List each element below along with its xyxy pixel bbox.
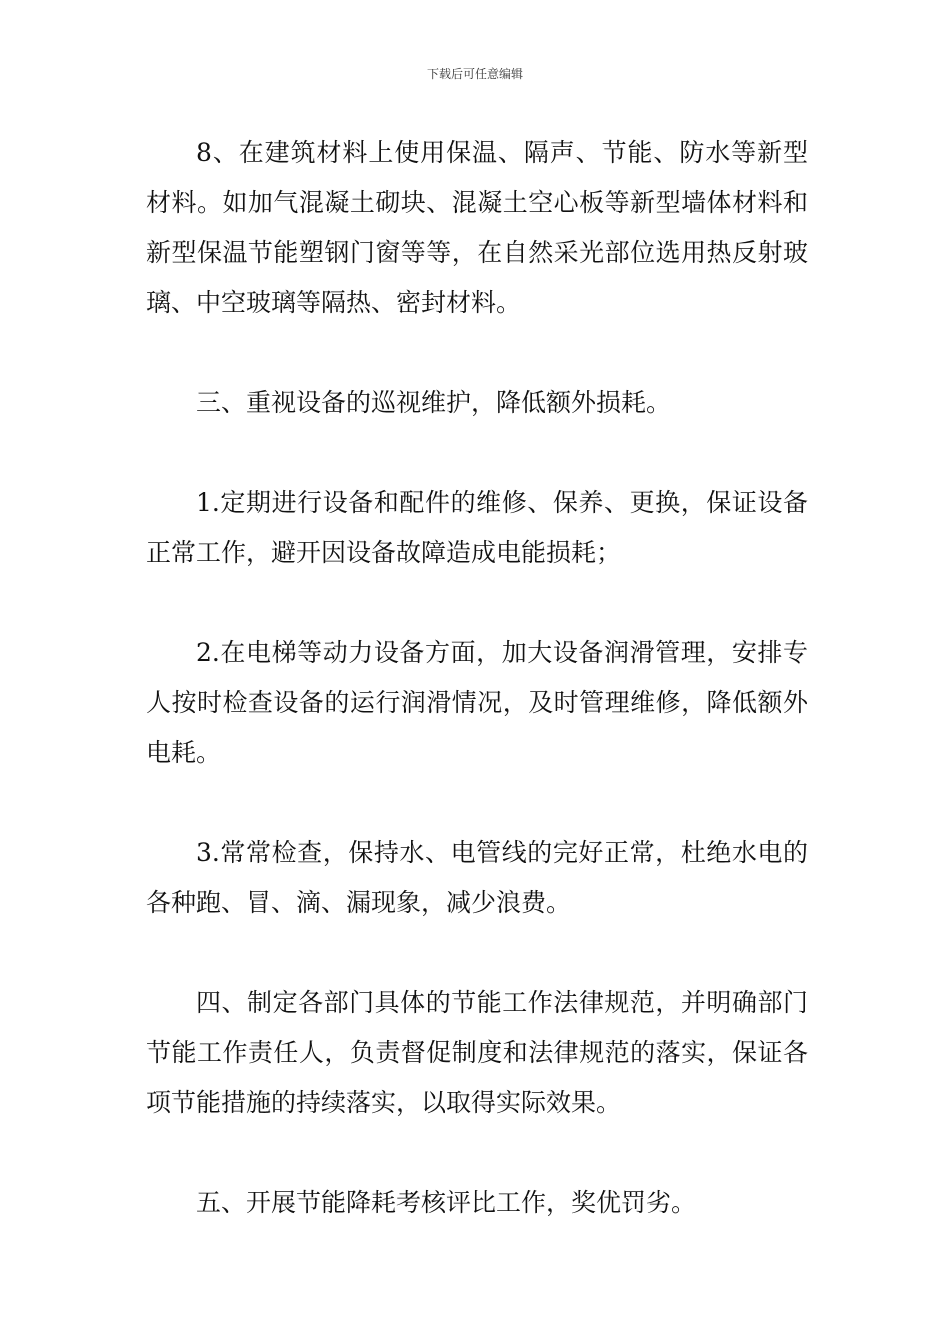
section-heading-equipment-maintenance: 三、重视设备的巡视维护，降低额外损耗。 — [196, 388, 672, 417]
paragraph-item-3: 3.常常检查，保持水、电管线的完好正常，杜绝水电的各种跑、冒、滴、漏现象，减少浪费。 — [146, 838, 808, 917]
paragraph-item-1: 1.定期进行设备和配件的维修、保养、更换，保证设备正常工作，避开因设备故障造成电能损耗； — [146, 488, 808, 567]
paragraph-item-2: 2.在电梯等动力设备方面，加大设备润滑管理，安排专人按时检查设备的运行润滑情况，及时管理维修，降低额外电耗。 — [146, 638, 808, 767]
page-header-note: 下载后可任意编辑 — [426, 67, 523, 81]
section-heading-department-rules: 四、制定各部门具体的节能工作法律规范，并明确部门节能工作责任人，负责督促制度和法律规范的落实，保证各项节能措施的持续落实，以取得实际效果。 — [146, 988, 808, 1117]
paragraph-building-materials: 8、在建筑材料上使用保温、隔声、节能、防水等新型材料。如加气混凝土砌块、混凝土空心板等新型墙体材料和新型保温节能塑钢门窗等等，在自然采光部位选用热反射玻璃、中空玻璃等隔热、密封材料。 — [146, 138, 808, 317]
section-heading-assessment: 五、开展节能降耗考核评比工作，奖优罚劣。 — [196, 1188, 697, 1217]
document-body — [146, 128, 808, 1228]
